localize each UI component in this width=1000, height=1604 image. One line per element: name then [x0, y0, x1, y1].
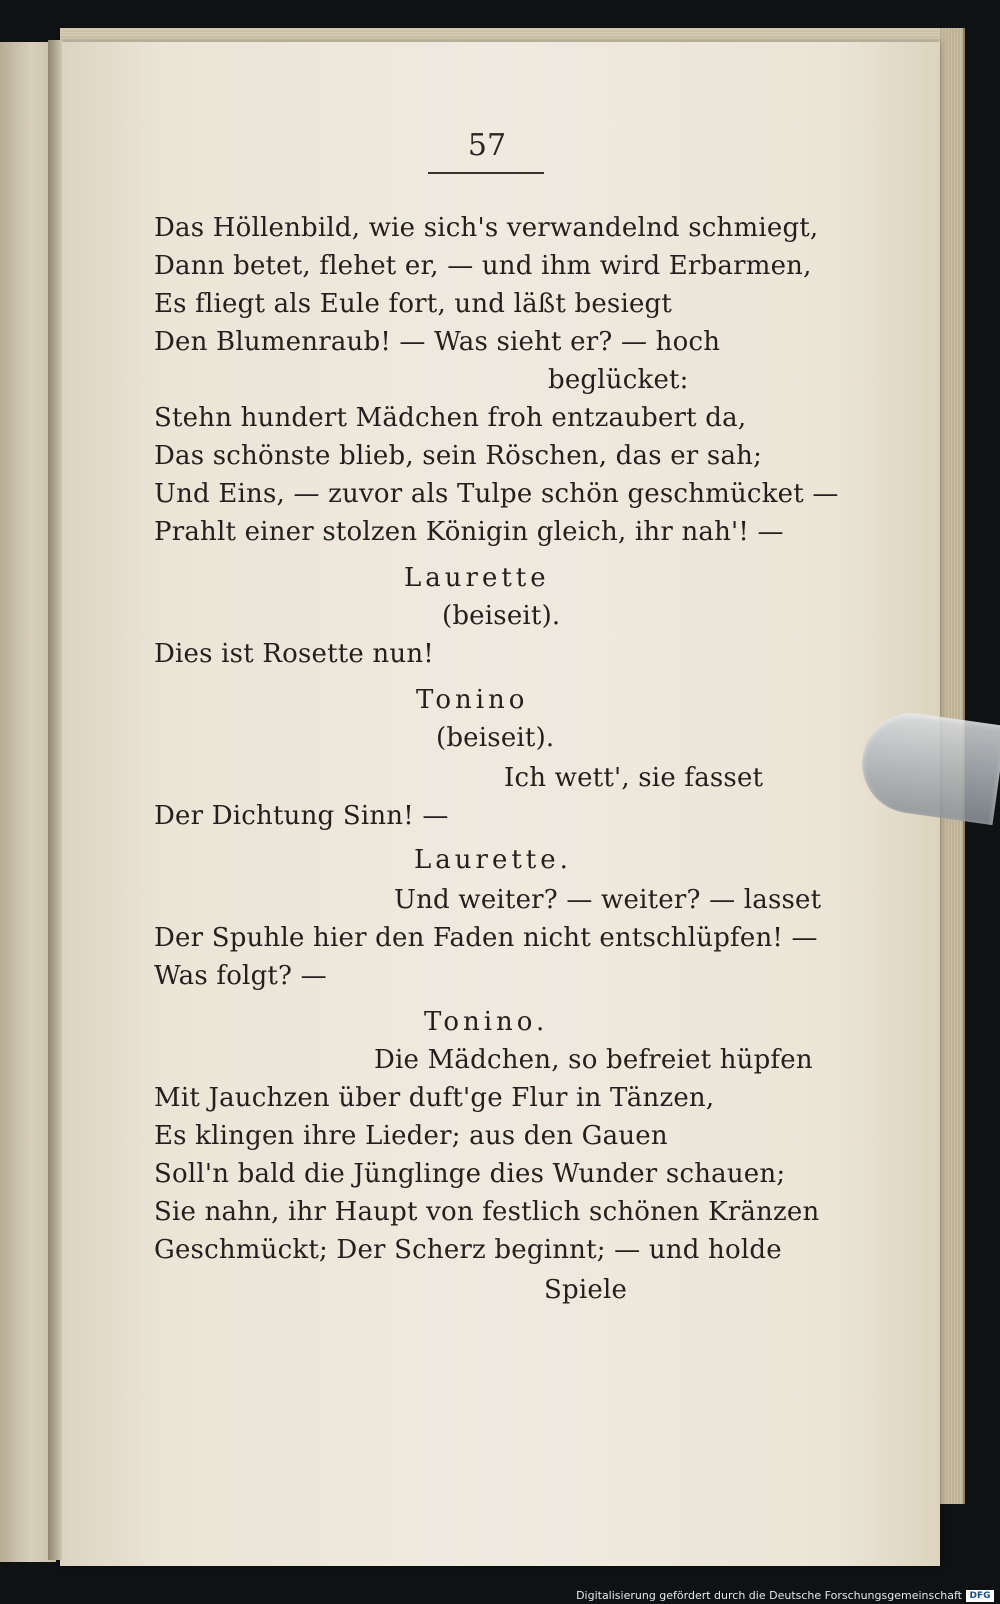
page-number: 57	[467, 128, 507, 163]
text-line: Prahlt einer stolzen Königin gleich, ihr nah'! —	[154, 517, 784, 547]
text-line: Soll'n bald die Jünglinge dies Wunder schauen;	[154, 1159, 786, 1189]
text-line: Das schönste blieb, sein Röschen, das er sah;	[154, 441, 763, 471]
speaker-name: Tonino	[416, 685, 529, 715]
text-line: Und weiter? — weiter? — lasset	[394, 885, 822, 915]
text-line: Der Spuhle hier den Faden nicht entschlüpfen! —	[154, 923, 818, 953]
text-line: Sie nahn, ihr Haupt von festlich schönen Kränzen	[154, 1197, 820, 1227]
stage-direction: (beiseit).	[442, 601, 561, 631]
stage-direction: (beiseit).	[436, 723, 555, 753]
text-line: Stehn hundert Mädchen froh entzaubert da,	[154, 403, 747, 433]
text-line: Geschmückt; Der Scherz beginnt; — und holde	[154, 1235, 782, 1265]
text-line: Und Eins, — zuvor als Tulpe schön geschmücket —	[154, 479, 839, 509]
text-line: Den Blumenraub! — Was sieht er? — hoch	[154, 327, 721, 357]
text-line: Spiele	[544, 1275, 628, 1305]
speaker-name: Laurette	[404, 563, 550, 593]
text-line: Der Dichtung Sinn! —	[154, 801, 449, 831]
dfg-logo: DFG	[966, 1590, 994, 1602]
speaker-name: Laurette.	[414, 845, 572, 875]
text-line: Das Höllenbild, wie sich's verwandelnd schmiegt,	[154, 213, 819, 243]
text-line: Es klingen ihre Lieder; aus den Gauen	[154, 1121, 668, 1151]
text-line: Es fliegt als Eule fort, und läßt besiegt	[154, 289, 673, 319]
text-line: Dann betet, flehet er, — und ihm wird Erbarmen,	[154, 251, 812, 281]
speaker-name: Tonino.	[424, 1007, 549, 1037]
text-line: Dies ist Rosette nun!	[154, 639, 434, 669]
text-line: Mit Jauchzen über duft'ge Flur in Tänzen,	[154, 1083, 715, 1113]
text-line: Die Mädchen, so befreiet hüpfen	[374, 1045, 813, 1075]
book-gutter	[48, 40, 62, 1560]
text-line: beglücket:	[548, 365, 689, 395]
text-line: Ich wett', sie fasset	[504, 763, 764, 793]
footer-credit: Digitalisierung gefördert durch die Deutsche Forschungsgemeinschaft	[576, 1589, 962, 1602]
page-number-rule	[428, 172, 544, 174]
text-line: Was folgt? —	[154, 961, 327, 991]
